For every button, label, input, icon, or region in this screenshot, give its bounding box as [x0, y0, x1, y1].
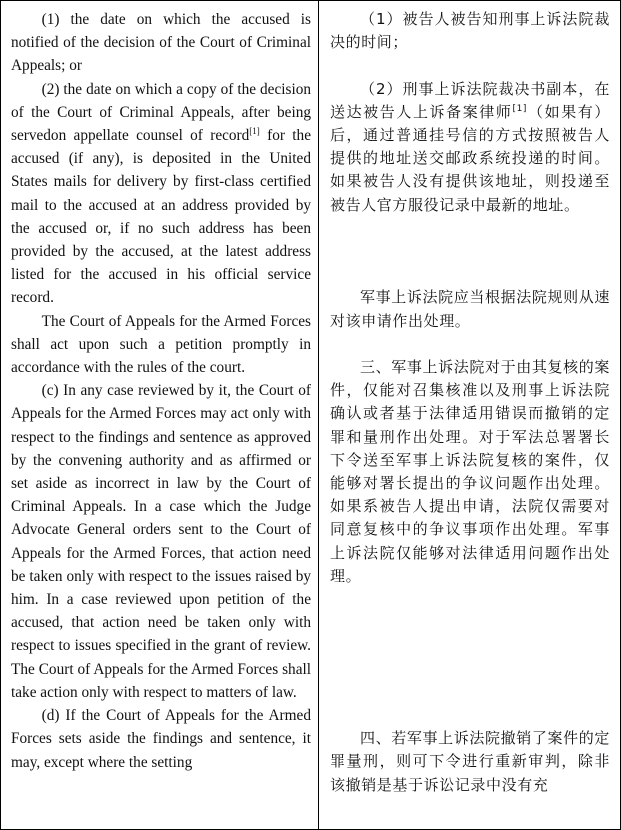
chinese-paragraph-3: 军事上诉法院应当根据法院规则从速对该申请作出处理。: [330, 288, 610, 330]
chinese-column: [330, 1, 610, 797]
english-paragraph-2: [11, 78, 311, 310]
english-paragraph-5: (d) If the Court of Appeals for the Armed Forces sets aside the findings and sentence, it may, except where the setting: [11, 707, 311, 771]
chinese-paragraph-2: [330, 78, 610, 217]
chinese-paragraph-1: （1）被告人被告知刑事上诉法院裁决的时间；: [330, 10, 610, 52]
footnote-marker-zh: [1]: [512, 103, 528, 114]
english-paragraph-2-text-b: for the accused (if any), is deposited in the United States mails for delivery by first-class certified mail to the accused at an address provided by the accused or, if no such address has been provided by the accused, at the latest address listed for the accused in his official service record.: [11, 127, 311, 307]
english-paragraph-4: (c) In any case reviewed by it, the Court of Appeals for the Armed Forces may act only with respect to the findings and sentence as approved by the convening authority and as affirmed or set aside as incorrect in law by the Court of Criminal Appeals. In a case which the Judge Advocate General orders sent to the Court of Appeals for the Armed Forces, that action need be taken only with respect to the issues raised by him. In a case reviewed upon petition of the accused, that action need be taken only with respect to issues specified in the grant of review. The Court of Appeals for the Armed Forces shall take action only with respect to matters of law.: [11, 382, 311, 701]
column-divider: [318, 1, 319, 829]
footnote-marker: [1]: [249, 125, 260, 136]
english-paragraph-2-text-a: (2) the date on which a copy of the decision of the Court of Criminal Appeals, after being servedon appellate counsel of record: [11, 80, 311, 145]
chinese-paragraph-2-text-b: （如果有）后，通过普通挂号信的方式按照被告人提供的地址送交邮政系统投递的时间。如果被告人没有提供该地址，则投递至被告人官方服役记录中最新的地址。: [330, 102, 610, 214]
chinese-paragraph-4: 三、军事上诉法院对于由其复核的案件，仅能对召集核准以及刑事上诉法院确认或者基于法律适用错误而撤销的定罪和量刑作出处理。对于军法总署署长下令送至军事上诉法院复核的案件，仅能够对署长提出的争议问题作出处理。如果系被告人提出申请，法院仅需要对同意复核中的争议事项作出处理。军事上诉法院仅能够对法律适用问题作出处理。: [330, 358, 610, 585]
english-column: [11, 1, 311, 774]
english-paragraph-3: The Court of Appeals for the Armed Forces shall act upon such a petition promptly in accordance with the rules of the court.: [11, 312, 311, 377]
english-paragraph-1: (1) the date on which the accused is notified of the decision of the Court of Criminal Appeals; or: [11, 11, 311, 75]
chinese-paragraph-2-text-a: （2）刑事上诉法院裁决书副本，在送达被告人上诉备案律师: [330, 79, 610, 121]
chinese-paragraph-5: 四、若军事上诉法院撤销了案件的定罪量刑，则可下令进行重新审判，除非该撤销是基于诉讼记录中没有充: [330, 729, 610, 794]
